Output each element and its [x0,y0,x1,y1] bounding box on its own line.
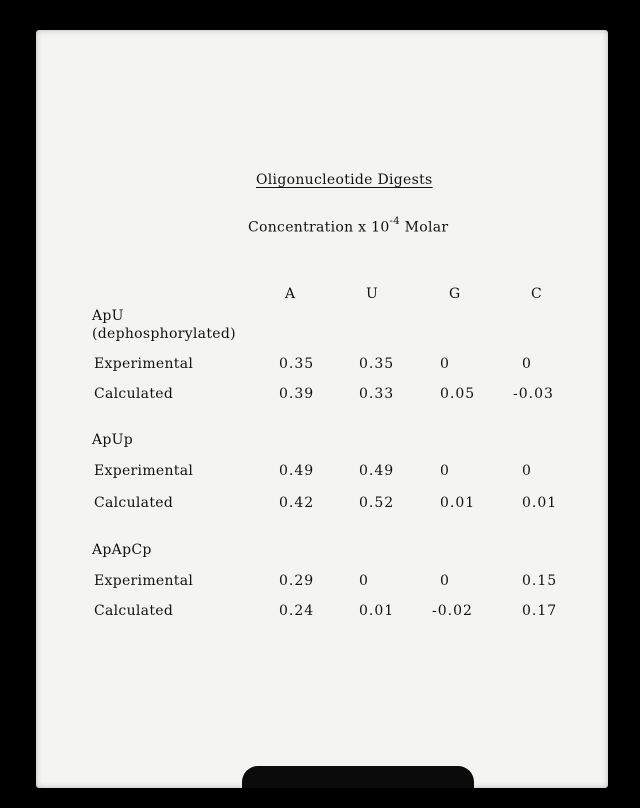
table-cell: -0.02 [432,603,473,619]
table-cell: 0.24 [279,603,315,619]
column-header-a: A [285,286,296,302]
table-cell: 0 [522,356,532,372]
column-header-g: G [449,286,461,302]
document-page [36,30,608,788]
units-caption [248,218,448,236]
units-prefix: Concentration x 10 [248,219,390,236]
table-cell: 0.42 [279,495,315,511]
row-label: Calculated [94,495,174,511]
table-cell: 0 [440,463,450,479]
row-label: Experimental [94,356,194,372]
table-cell: 0.29 [279,573,315,589]
row-label: Experimental [94,463,194,479]
table-cell: 0.01 [522,495,558,511]
table-cell: 0.17 [522,603,558,619]
table-cell: 0.49 [279,463,315,479]
group-name: ApUp [92,432,134,448]
table-cell: 0.49 [359,463,395,479]
table-cell: 0 [440,573,450,589]
table-cell: 0.01 [359,603,395,619]
units-suffix: Molar [399,219,449,236]
table-cell: 0.33 [359,386,395,402]
column-header-u: U [366,286,379,302]
table-cell: 0 [359,573,369,589]
table-cell: 0.05 [440,386,476,402]
table-cell: 0.15 [522,573,558,589]
table-cell: 0.35 [279,356,315,372]
group-note: (dephosphorylated) [92,326,236,342]
row-label: Calculated [94,386,174,402]
table-cell: 0.01 [440,495,476,511]
table-cell: 0.52 [359,495,395,511]
row-label: Calculated [94,603,174,619]
row-label: Experimental [94,573,194,589]
table-cell: 0 [522,463,532,479]
table-cell: -0.03 [513,386,554,402]
film-tab [242,766,474,788]
group-name: ApU [92,308,124,324]
units-exponent: -4 [389,216,400,227]
document-title: Oligonucleotide Digests [256,172,433,188]
column-header-c: C [531,286,543,302]
table-cell: 0.39 [279,386,315,402]
table-cell: 0.35 [359,356,395,372]
table-cell: 0 [440,356,450,372]
group-name: ApApCp [92,542,152,558]
